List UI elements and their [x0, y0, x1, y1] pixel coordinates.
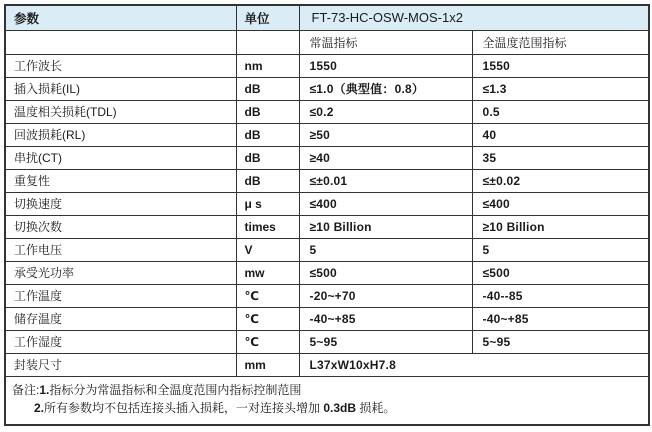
- table-row: [5, 100, 649, 123]
- full-range-spec-cell: 1550: [472, 54, 649, 77]
- param-header: 参数: [5, 5, 236, 30]
- normal-spec-cell: ≤1.0（典型值：0.8）: [299, 77, 472, 100]
- full-range-spec-header: 全温度范围指标: [472, 30, 649, 54]
- table-row: [5, 215, 649, 238]
- package-size-value-cell: L37xW10xH7.8: [299, 353, 649, 376]
- normal-spec-cell: ≥40: [299, 146, 472, 169]
- note-line-2: [12, 399, 642, 418]
- full-range-spec-cell: ≤1.3: [472, 77, 649, 100]
- unit-cell: ℃: [236, 330, 299, 353]
- normal-spec-cell: ≤400: [299, 192, 472, 215]
- normal-spec-header: 常温指标: [299, 30, 472, 54]
- notes-row: [5, 376, 649, 425]
- full-range-spec-cell: 0.5: [472, 100, 649, 123]
- unit-cell: dB: [236, 77, 299, 100]
- note2-bold-value: 0.3dB: [323, 401, 357, 416]
- table-row: [5, 192, 649, 215]
- full-range-spec-cell: -40--85: [472, 284, 649, 307]
- table-row: [5, 307, 649, 330]
- unit-cell: dB: [236, 100, 299, 123]
- param-cell: 温度相关损耗(TDL): [5, 100, 236, 123]
- full-range-spec-cell: 40: [472, 123, 649, 146]
- subheader-row: [5, 30, 649, 54]
- normal-spec-cell: 1550: [299, 54, 472, 77]
- unit-cell: dB: [236, 169, 299, 192]
- param-cell: 工作波长: [5, 54, 236, 77]
- note-line-1: [12, 381, 642, 400]
- full-range-spec-cell: ≥10 Billion: [472, 215, 649, 238]
- normal-spec-cell: ≥10 Billion: [299, 215, 472, 238]
- unit-cell: nm: [236, 54, 299, 77]
- param-cell: 工作湿度: [5, 330, 236, 353]
- param-cell: 封装尺寸: [5, 353, 236, 376]
- param-cell: 切换速度: [5, 192, 236, 215]
- note1-text: 指标分为常温指标和全温度范围内指标控制范围: [49, 382, 302, 397]
- unit-header: 单位: [236, 5, 299, 30]
- spec-table: [4, 4, 650, 426]
- table-row: [5, 54, 649, 77]
- note1-number: 1.: [39, 382, 50, 397]
- unit-cell: ℃: [236, 284, 299, 307]
- normal-spec-cell: -40~+85: [299, 307, 472, 330]
- note2-text: 所有参数均不包括连接头插入损耗，一对连接头增加: [44, 401, 324, 416]
- table-row: [5, 146, 649, 169]
- unit-cell: dB: [236, 146, 299, 169]
- full-range-spec-cell: 5~95: [472, 330, 649, 353]
- param-cell: 切换次数: [5, 215, 236, 238]
- param-cell: 承受光功率: [5, 261, 236, 284]
- full-range-spec-cell: ≤±0.02: [472, 169, 649, 192]
- unit-cell: V: [236, 238, 299, 261]
- full-range-spec-cell: -40~+85: [472, 307, 649, 330]
- unit-cell: dB: [236, 123, 299, 146]
- param-cell: 工作电压: [5, 238, 236, 261]
- unit-cell: times: [236, 215, 299, 238]
- table-row-package-size: [5, 353, 649, 376]
- normal-spec-cell: 5: [299, 238, 472, 261]
- table-row: [5, 261, 649, 284]
- normal-spec-cell: ≤500: [299, 261, 472, 284]
- param-cell: 插入损耗(IL): [5, 77, 236, 100]
- notes-prefix: 备注:: [12, 382, 40, 397]
- table-row: [5, 169, 649, 192]
- param-cell: 工作温度: [5, 284, 236, 307]
- param-cell: 回波损耗(RL): [5, 123, 236, 146]
- table-row: [5, 330, 649, 353]
- table-row: [5, 123, 649, 146]
- empty-cell: [5, 30, 236, 54]
- unit-cell: mw: [236, 261, 299, 284]
- normal-spec-cell: 5~95: [299, 330, 472, 353]
- normal-spec-cell: -20~+70: [299, 284, 472, 307]
- unit-cell: ℃: [236, 307, 299, 330]
- note2-text-suffix: 损耗。: [356, 401, 396, 416]
- normal-spec-cell: ≤±0.01: [299, 169, 472, 192]
- model-header: FT-73-HC-OSW-MOS-1x2: [299, 5, 649, 30]
- full-range-spec-cell: 5: [472, 238, 649, 261]
- empty-cell: [236, 30, 299, 54]
- full-range-spec-cell: ≤400: [472, 192, 649, 215]
- table-row: [5, 77, 649, 100]
- param-cell: 串扰(CT): [5, 146, 236, 169]
- table-row: [5, 284, 649, 307]
- full-range-spec-cell: ≤500: [472, 261, 649, 284]
- table-row: [5, 238, 649, 261]
- unit-cell: mm: [236, 353, 299, 376]
- note2-number: 2.: [34, 401, 45, 416]
- param-cell: 储存温度: [5, 307, 236, 330]
- header-row: [5, 5, 649, 30]
- full-range-spec-cell: 35: [472, 146, 649, 169]
- unit-cell: μ s: [236, 192, 299, 215]
- normal-spec-cell: ≤0.2: [299, 100, 472, 123]
- notes-cell: [5, 376, 649, 425]
- normal-spec-cell: ≥50: [299, 123, 472, 146]
- param-cell: 重复性: [5, 169, 236, 192]
